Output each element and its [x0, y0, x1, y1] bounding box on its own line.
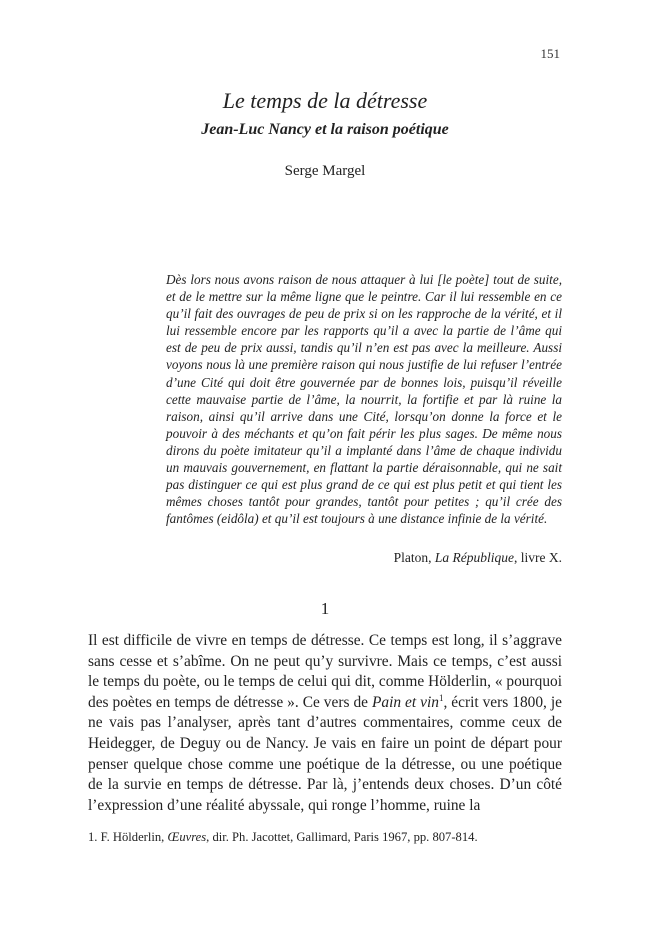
footnote	[88, 830, 562, 845]
attribution-rest: , livre X.	[514, 550, 562, 565]
body-text-part2: , écrit vers 1800, je ne vais pas l’analyser, après tant d’autres commentaires, comme ceux de Heidegger, de Deguy ou de Nancy. Je vais en faire un point de départ pour penser quelque chose comme une poétique de la détresse, ou une poétique de la survie en temps de détresse. Par là, j’entends deux choses. D’un côté l’expression d’une réalité abyssale, qui ronge l’homme, ruine la	[88, 693, 562, 814]
article-subtitle: Jean-Luc Nancy et la raison poétique	[201, 121, 449, 138]
footnote-rest: , dir. Ph. Jacottet, Gallimard, Paris 1967, pp. 807-814.	[206, 830, 478, 844]
page-number: 151	[540, 46, 560, 61]
body-work-title: Pain et vin	[371, 693, 439, 711]
attribution-work: La République	[434, 550, 514, 565]
footnote-reference[interactable]: 1	[438, 692, 444, 703]
epigraph-quote: Dès lors nous avons raison de nous attaquer à lui [le poète] tout de suite, et de le mettre sur la même ligne que le peintre. Car il lui ressemble en ce qu’il fait des ouvrages de peu de prix si on les rapproche de la vérité, et il lui ressemble encore par les rapports qu’il a avec la partie de l’âme qui est de peu de prix aussi, tandis qu’il n’en est pas avec la meilleure. Aussi voyons nous là une première raison qui nous justifie de lui refuser l’entrée d’une Cité qui doit être gouvernée par de bonnes lois, puisqu’il réveille cette mauvaise partie de l’âme, la nourrit, la fortifie et par là ruine la raison, ainsi qu’il arrive dans une Cité, lorsqu’on donne la force et le pouvoir à des méchants et qu’on fait périr les plus sages. De même nous dirons du poète imitateur qu’il a implanté dans l’âme de chaque individu un mauvais gouvernement, en flattant la partie déraisonnable, qui ne sait pas distinguer ce qui est plus grand de ce qui est plus petit et qui tient les mêmes choses tantôt pour grandes, tantôt pour petites ; qu’il crée des fantômes (eidôla) et qu’il est toujours à une distance infinie de la vérité.	[166, 272, 562, 527]
epigraph-attribution	[394, 550, 562, 566]
section-number: 1	[320, 599, 330, 618]
body-paragraph	[88, 631, 562, 816]
attribution-author: Platon,	[393, 550, 435, 565]
body-text-part1: Il est difficile de vivre en temps de détresse. Ce temps est long, il s’aggrave sans cesse et s’abîme. On ne peut qu’y survivre. Mais ce temps, c’est aussi le temps du poète, ou le temps de celui qui dit, comme Hölderlin, « pourquoi des poètes en temps de détresse ». Ce vers de	[88, 632, 562, 711]
footnote-prefix: 1. F. Hölderlin,	[88, 830, 168, 844]
article-author: Serge Margel	[284, 163, 366, 179]
article-title: Le temps de la détresse	[222, 88, 428, 113]
footnote-work-title: Œuvres	[167, 830, 207, 844]
